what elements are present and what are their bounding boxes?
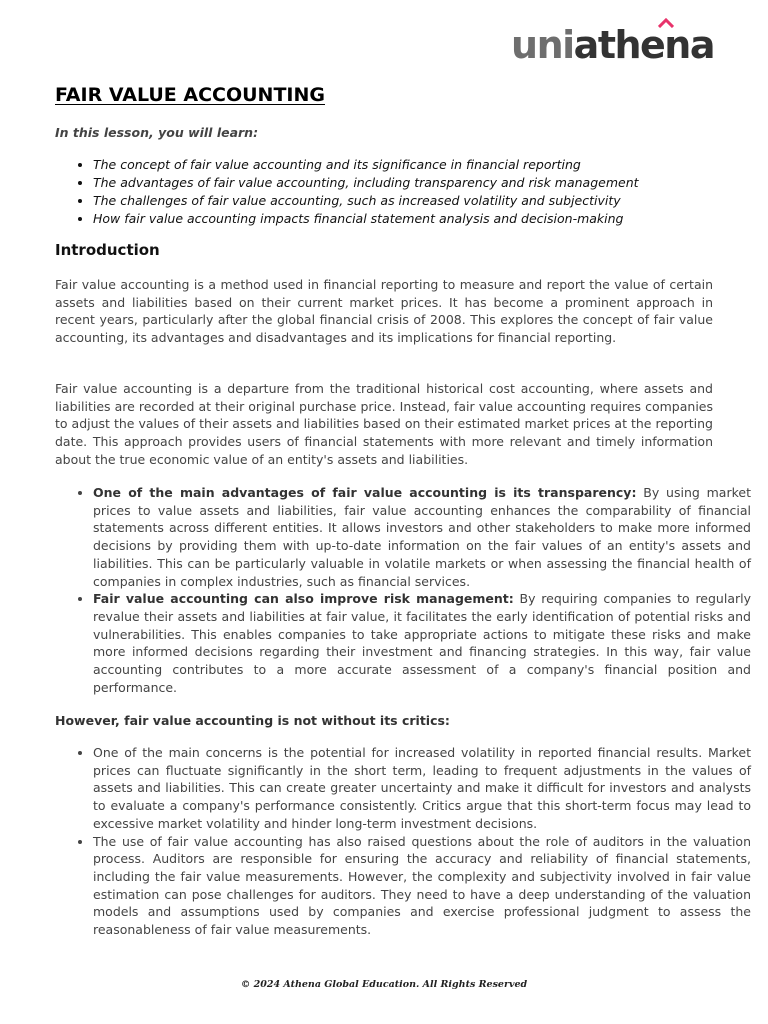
list-item: [93, 484, 751, 590]
logo-prefix: uni: [511, 23, 574, 67]
advantage-lead: Fair value accounting can also improve risk management:: [93, 591, 514, 607]
list-item: • The use of fair value accounting has also raised questions about the role of auditors in the valuation process. Auditors are responsible for ensuring the accuracy and reliability of financial statements, including the fair value measurements. However, the complexity and subjectivity involved in fair value estimation can pose challenges for auditors. They need to have a deep understanding of the valuation models and assumptions used by companies and exercise professional judgment to assess the reasonableness of fair value measurements.: [93, 833, 751, 939]
learning-objectives-list: [55, 156, 751, 228]
advantage-lead: One of the main advantages of fair value accounting is its transparency:: [93, 485, 637, 500]
critics-list: [55, 744, 751, 939]
footer-copyright: © 2024 Athena Global Education. All Rights Reserved: [240, 979, 528, 990]
advantage-text: By using market prices to value assets and liabilities, fair value accounting enhances the comparability of financial statements across different entities. It allows investors and other stakeholders to make more informed decisions by providing them with up-to-date information on the fair values of an entity's assets and liabilities. This can be particularly valuable in volatile markets or when assessing the financial health of companies in complex industries, such as financial services.: [93, 485, 751, 589]
list-item: • The advantages of fair value accounting, including transparency and risk management: [93, 174, 751, 192]
section-heading-introduction: Introduction: [55, 241, 160, 259]
page-title: FAIR VALUE ACCOUNTING: [55, 84, 325, 106]
advantages-list: [55, 484, 751, 696]
list-item: • The concept of fair value accounting and its significance in financial reporting: [93, 156, 751, 174]
logo-hat-icon: [658, 18, 674, 28]
list-item: • The challenges of fair value accounting, such as increased volatility and subjectivity: [93, 192, 751, 210]
paragraph: Fair value accounting is a departure from the traditional historical cost accounting, where assets and liabilities are recorded at their original purchase price. Instead, fair value accounting requires companies to adjust the values of their assets and liabilities based on their estimated market prices at the reporting date. This approach provides users of financial statements with more relevant and timely information about the true economic value of an entity's assets and liabilities.: [55, 381, 713, 467]
list-item: • One of the main concerns is the potential for increased volatility in reported financial results. Market prices can fluctuate significantly in the short term, leading to frequent adjustments in the values of assets and liabilities. This can create greater uncertainty and make it difficult for investors and analysts to evaluate a company's performance consistently. Critics argue that this short-term focus may lead to excessive market volatility and hinder long-term investment decisions.: [93, 744, 751, 833]
advantage-text: By requiring companies to regularly revalue their assets and liabilities at fair value, it facilitates the early identification of potential risks and vulnerabilities. This enables companies to take appropriate actions to mitigate these risks and make more informed decisions regarding their investment and financing strategies. In this way, fair value accounting contributes to a more accurate assessment of a company's financial position and performance.: [93, 591, 751, 695]
list-item: • How fair value accounting impacts financial statement analysis and decision-making: [93, 210, 751, 228]
critics-heading: However, fair value accounting is not without its critics:: [55, 713, 450, 728]
paragraph: Fair value accounting is a method used in financial reporting to measure and report the value of certain assets and liabilities based on their current market prices. It has become a prominent approach in recent years, particularly after the global financial crisis of 2008. This explores the concept of fair value accounting, its advantages and disadvantages and its implications for financial reporting.: [55, 277, 713, 346]
list-item: [93, 590, 751, 696]
logo-suffix: [574, 23, 714, 67]
learn-intro: In this lesson, you will learn:: [55, 125, 259, 140]
logo-suffix-text: athena: [573, 23, 714, 67]
uniathena-logo: [511, 23, 714, 67]
